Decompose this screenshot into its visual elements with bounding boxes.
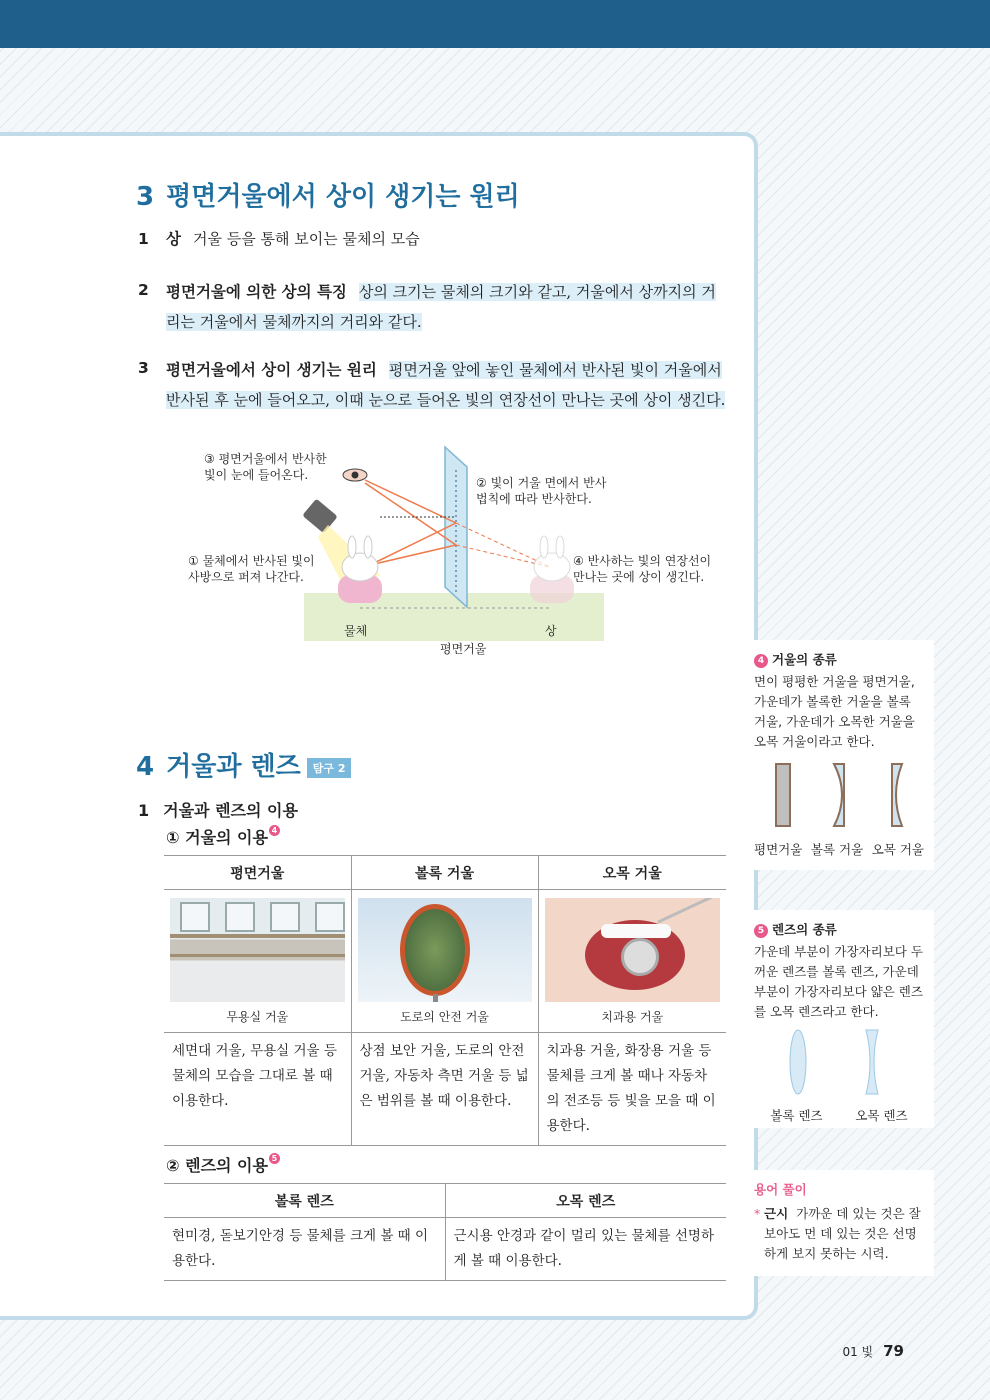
use-description: 현미경, 돋보기안경 등 물체를 크게 볼 때 이용한다. [172,1228,429,1269]
note-number: 4 [754,654,768,668]
lens-use-heading [166,1153,280,1176]
diagram-label-4: ④ 반사하는 빛의 연장선이 만나는 곳에 상이 생긴다. [573,554,712,584]
use-description: 상점 보안 거울, 도로의 안전 거울, 자동차 측면 거울 등 넓은 범위를 볼 때 이용한다. [351,1032,538,1145]
list-item [138,277,728,337]
item-text: 상의 크기는 물체의 크기와 같고, 거울에서 상까지의 거리는 거울에서 물체까지의 거리와 같다. [166,283,716,331]
sidenote-text: 가운데 부분이 가장자리보다 두꺼운 렌즈를 볼록 렌즈, 가운데 부분이 가장자리보다 얇은 렌즈를 오목 렌즈라고 한다. [754,944,923,1019]
mirror-type-label: 오목 거울 [871,842,924,857]
mirror-type-label: 평면거울 [754,842,803,857]
rabbit-image-icon [530,536,574,603]
table-header: 오목 렌즈 [445,1184,726,1218]
use-description: 근시용 안경과 같이 멀리 있는 물체를 선명하게 볼 때 이용한다. [445,1218,726,1281]
item-text: 평면거울 앞에 놓인 물체에서 반사된 빛이 거울에서 반사된 후 눈에 들어오고, 이때 눈으로 들어온 빛의 연장선이 만나는 곳에 상이 생긴다. [166,361,726,409]
inquiry-badge: 탐구 2 [307,758,352,778]
section-number: 4 [136,752,155,782]
item-term: 평면거울에 의한 상의 특징 [166,283,347,301]
photo-cell [164,890,351,1003]
photo-caption: 도로의 안전 거울 [351,1002,538,1032]
photo-caption: 치과용 거울 [538,1002,726,1032]
subsection-heading [138,798,298,821]
section-4-heading [136,746,351,783]
list-item [138,355,728,415]
mirror-use-heading [166,825,280,848]
diagram-label-3: ③ 평면거울에서 반사한 빛이 눈에 들어온다. [204,452,327,482]
item-number: 1 [138,230,149,248]
chapter-label: 01 빛 [842,1345,874,1359]
section-title: 평면거울에서 상이 생기는 원리 [166,182,520,212]
item-number: 3 [138,359,149,377]
photo-cell [538,890,726,1003]
diagram-label-2: ② 빛이 거울 면에서 반사 법칙에 따라 반사한다. [476,476,607,506]
item-number: 1 [138,801,150,820]
dance-studio-photo [170,898,345,1002]
top-banner [0,0,990,48]
diagram-object-label: 물체 [344,624,368,638]
lens-type-label: 오목 렌즈 [855,1108,908,1123]
mirror-use-table [164,855,726,1146]
sidenote-mirror-types [744,640,934,870]
mirror-type-label: 볼록 거울 [810,842,864,857]
lens-use-title: ② 렌즈의 이용 [166,1156,268,1175]
use-description: 치과용 거울, 화장용 거울 등 물체를 크게 볼 때나 자동차의 전조등 등 빛을 모을 때 이용한다. [538,1032,726,1145]
mirror-use-title: ① 거울의 이용 [166,828,268,847]
sidenote-lens-types [744,910,934,1128]
list-item [138,226,728,252]
glossary-text: 가까운 데 있는 것은 잘 보아도 먼 데 있는 것은 선명하게 보지 못하는 시력. [764,1206,921,1261]
glossary-term: 근시 [764,1206,789,1221]
note-number: 5 [754,924,768,938]
page-footer [842,1342,904,1360]
item-number: 2 [138,281,149,299]
table-header: 볼록 렌즈 [164,1184,445,1218]
photo-caption: 무용실 거울 [164,1002,351,1032]
dental-mirror-photo [545,898,721,1002]
eye-icon [343,469,367,481]
item-text: 거울 등을 통해 보이는 물체의 모습 [192,230,420,248]
lens-type-label: 볼록 렌즈 [770,1108,823,1123]
note-5-marker: 5 [269,1153,280,1164]
diagram-image-label: 상 [545,624,557,638]
item-term: 상 [166,230,181,248]
glossary-box [744,1170,934,1276]
glossary-title: 용어 풀이 [754,1182,807,1197]
diagram-mirror-label: 평면거울 [440,642,487,656]
item-term: 평면거울에서 상이 생기는 원리 [166,361,377,379]
table-header: 오목 거울 [538,856,726,890]
table-header: 평면거울 [164,856,351,890]
lens-use-table [164,1183,726,1281]
lens-types-graphic [754,1028,924,1098]
reflection-diagram [180,445,740,660]
table-header: 볼록 거울 [351,856,538,890]
sidenote-text: 면이 평평한 거울을 평면거울, 가운데가 볼록한 거울을 볼록 거울, 가운데가 오목한 거울을 오목 거울이라고 한다. [754,674,915,749]
page-number: 79 [883,1342,904,1360]
use-description: 세면대 거울, 무용실 거울 등 물체의 모습을 그대로 볼 때 이용한다. [172,1042,337,1109]
sidenote-title: 거울의 종류 [772,652,837,667]
glossary-star: * [754,1206,761,1221]
mirror-types-graphic [754,762,924,832]
note-4-marker: 4 [269,825,280,836]
diagram-label-1: ① 물체에서 반사된 빛이 사방으로 퍼져 나간다. [188,554,315,584]
section-3-heading [136,176,520,213]
sidenote-title: 렌즈의 종류 [772,922,837,937]
section-number: 3 [136,182,155,212]
photo-cell [351,890,538,1003]
item-title: 거울과 렌즈의 이용 [163,801,298,820]
section-title: 거울과 렌즈 [166,752,301,782]
road-mirror-photo [358,898,532,1002]
